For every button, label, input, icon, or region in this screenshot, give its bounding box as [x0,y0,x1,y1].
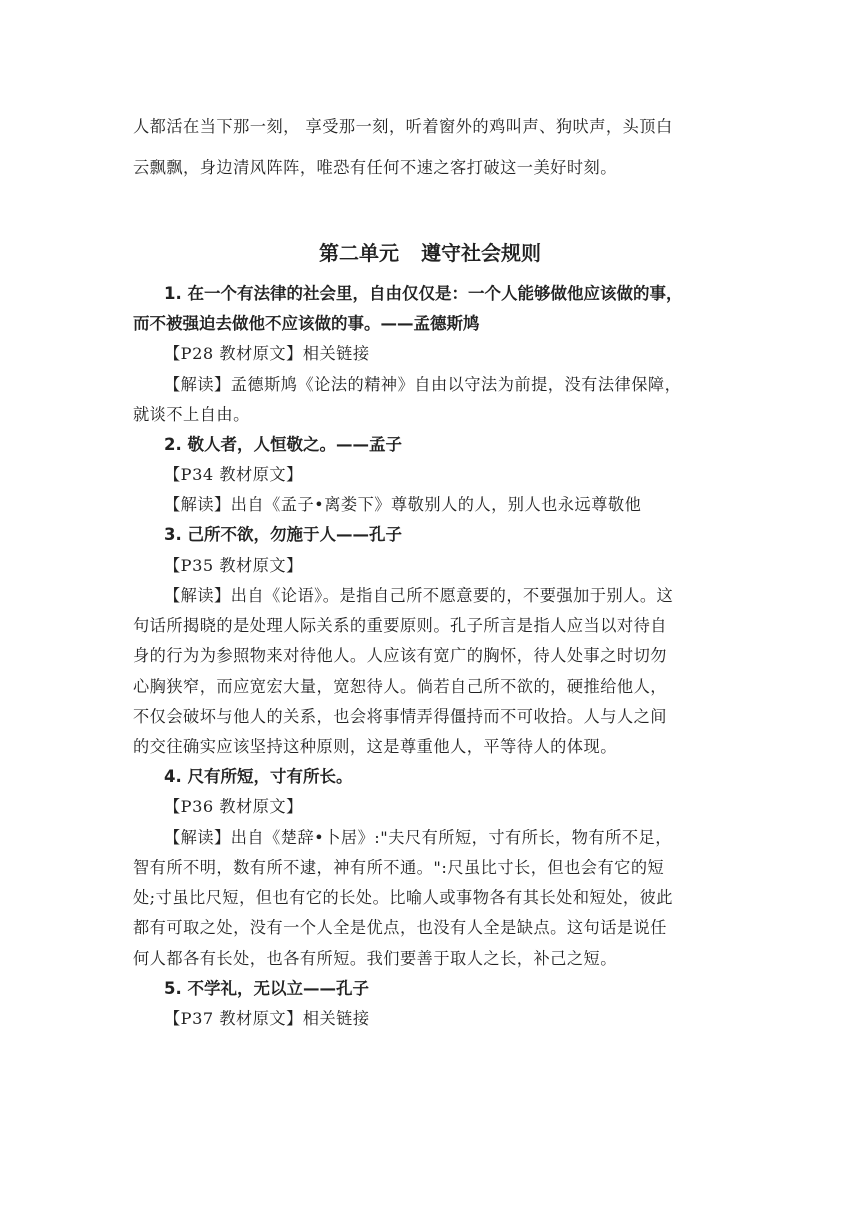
quote-heading: 而不被强迫去做他不应该做的事。——孟德斯鸠 [133,314,480,333]
interpretation-line: 心胸狭窄，而应宽宏大量，宽恕待人。倘若自己所不欲的，硬推给他人， [133,677,667,696]
quote-heading: 5. 不学礼，无以立——孔子 [164,979,369,998]
quote-heading: 4. 尺有所短，寸有所长。 [164,767,353,786]
interpretation-line: 句话所揭晓的是处理人际关系的重要原则。孔子所言是指人应当以对待自 [133,616,667,635]
quote-heading: 1. 在一个有法律的社会里，自由仅仅是：一个人能够做他应该做的事， [164,284,683,303]
interpretation-line: 【解读】孟德斯鸠《论法的精神》自由以守法为前提，没有法律保障， [164,375,682,394]
interpretation-line: 智有所不明，数有所不逮，神有所不通。":尺虽比寸长，但也会有它的短 [133,858,665,877]
interpretation-line: 身的行为为参照物来对待他人。人应该有宽广的胸怀，待人处事之时切勿 [133,646,667,665]
source-label: 【P34 教材原文】 [164,465,303,484]
unit-title: 第二单元 [319,241,399,265]
unit-subtitle: 遵守社会规则 [421,241,541,265]
interpretation-line: 都有可取之处，没有一个人全是优点，也没有人全是缺点。这句话是说任 [133,918,667,937]
intro-line: 云飘飘，身边清风阵阵，唯恐有任何不速之客打破这一美好时刻。 [133,158,617,177]
interpretation-line: 何人都各有长处，也各有所短。我们要善于取人之长，补己之短。 [133,949,617,968]
interpretation-line: 的交往确实应该坚持这种原则，这是尊重他人，平等待人的体现。 [133,737,617,756]
source-label: 【P37 教材原文】相关链接 [164,1009,370,1028]
quote-heading: 3. 己所不欲，勿施于人——孔子 [164,525,402,544]
interpretation-line: 处;寸虽比尺短，但也有它的长处。比喻人或事物各有其长处和短处，彼此 [133,888,673,907]
interpretation-line: 就谈不上自由。 [133,405,250,424]
source-label: 【P28 教材原文】相关链接 [164,344,370,363]
interpretation-line: 【解读】出自《孟子•离娄下》尊敬别人的人，别人也永远尊敬他 [164,495,642,514]
interpretation-line: 不仅会破坏与他人的关系，也会将事情弄得僵持而不可收拾。人与人之间 [133,707,667,726]
intro-line: 人都活在当下那一刻， 享受那一刻，听着窗外的鸡叫声、狗吠声，头顶白 [133,117,673,136]
quote-heading: 2. 敬人者，人恒敬之。——孟子 [164,435,402,454]
source-label: 【P35 教材原文】 [164,556,303,575]
source-label: 【P36 教材原文】 [164,797,303,816]
interpretation-line: 【解读】出自《论语》。是指自己所不愿意要的，不要强加于别人。这 [164,586,674,605]
unit-heading [0,237,860,266]
interpretation-line: 【解读】出自《楚辞•卜居》:"夫尺有所短，寸有所长，物有所不足， [164,828,672,847]
